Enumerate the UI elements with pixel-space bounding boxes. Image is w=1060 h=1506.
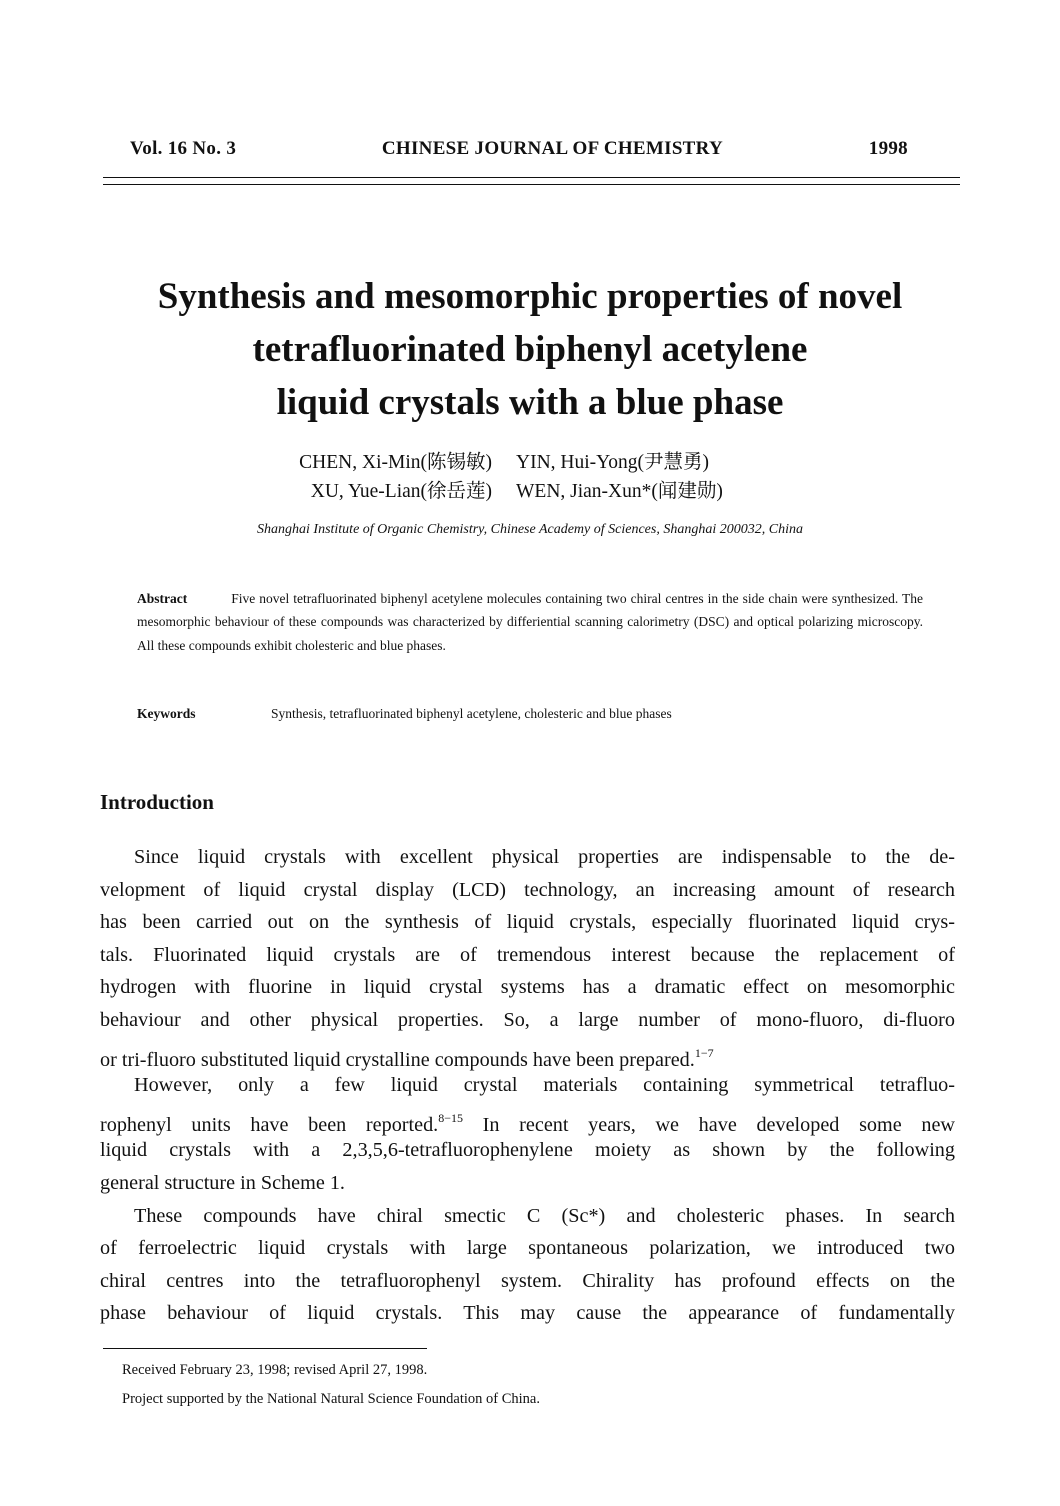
reference-superscript: 8−15 (438, 1110, 464, 1125)
body-line: Since liquid crystals with excellent physical properties are indispensable to the de- (134, 846, 955, 868)
journal-name: CHINESE JOURNAL OF CHEMISTRY (381, 138, 724, 159)
footnote: Project supported by the National Natural Science Foundation of China. (122, 1391, 540, 1407)
body-line-text: or tri-fluoro substituted liquid crystalline compounds have been prepared. (100, 1048, 695, 1071)
body-line: velopment of liquid crystal display (LCD) technology, an increasing amount of research (100, 878, 955, 901)
keywords-label: Keywords (137, 706, 196, 721)
body-line: hydrogen with fluorine in liquid crystal systems has a dramatic effect on mesomorphic (100, 976, 955, 999)
abstract-label: Abstract (137, 591, 188, 606)
footnote-rule (103, 1348, 427, 1349)
body-line: behaviour and other physical properties. So, a large number of mono-fluoro, di-fluoro (100, 1008, 955, 1031)
body-line (100, 1102, 955, 1135)
body-line-text: rophenyl units have been reported. (100, 1113, 439, 1136)
affiliation: Shanghai Institute of Organic Chemistry, Chinese Academy of Sciences, Shanghai 200032, China (257, 522, 803, 537)
body-line: chiral centres into the tetrafluorophenyl system. Chirality has profound effects on the (100, 1269, 955, 1292)
body-line: of ferroelectric liquid crystals with large spontaneous polarization, we introduced two (100, 1237, 955, 1260)
keywords (137, 703, 923, 725)
body-line (100, 1037, 955, 1070)
author-name: CHEN, Xi-Min(陈锡敏) (299, 452, 492, 473)
title-line: liquid crystals with a blue phase (276, 382, 784, 423)
title-line: Synthesis and mesomorphic properties of novel (157, 276, 903, 317)
author-name: WEN, Jian-Xun*(闻建勋) (516, 481, 723, 502)
body-line: liquid crystals with a 2,3,5,6-tetrafluorophenylene moiety as shown by the following (100, 1139, 955, 1162)
keywords-text: Synthesis, tetrafluorinated biphenyl acetylene, cholesteric and blue phases (271, 706, 672, 721)
footnotes (122, 1356, 540, 1414)
publication-year: 1998 (868, 138, 908, 159)
body-line: However, only a few liquid crystal materials containing symmetrical tetrafluo- (134, 1074, 955, 1097)
header-double-rule (103, 177, 960, 185)
body-line: general structure in Scheme 1. (100, 1171, 345, 1194)
section-heading: Introduction (100, 790, 214, 814)
volume-issue: Vol. 16 No. 3 (130, 138, 237, 159)
reference-superscript: 1−7 (694, 1045, 714, 1060)
abstract-text: Five novel tetrafluorinated biphenyl acetylene molecules containing two chiral centres in the side chain were synthesized. The mesomorphic behaviour of these compounds was characterized by differiential scanning calorimetry (DSC) and optical polarizing microscopy. All these compounds exhibit cholesteric and blue phases. (137, 591, 923, 653)
abstract (137, 587, 923, 657)
body-line: has been carried out on the synthesis of liquid crystals, especially fluorinated liquid crys- (100, 911, 955, 934)
article-title (60, 270, 1000, 429)
body-line-text: In recent years, we have developed some new (463, 1113, 955, 1136)
introduction-body (100, 841, 955, 1330)
author-name: XU, Yue-Lian(徐岳莲) (310, 481, 492, 502)
body-line: phase behaviour of liquid crystals. This may cause the appearance of fundamentally (100, 1302, 955, 1325)
body-line: tals. Fluorinated liquid crystals are of tremendous interest because the replacement of (100, 943, 955, 966)
footnote: Received February 23, 1998; revised April 27, 1998. (122, 1362, 428, 1378)
author-name: YIN, Hui-Yong(尹慧勇) (516, 452, 710, 473)
author-list (230, 448, 850, 506)
running-head (130, 138, 908, 160)
body-line: These compounds have chiral smectic C (Sc*) and cholesteric phases. In search (134, 1204, 955, 1227)
title-line: tetrafluorinated biphenyl acetylene (252, 329, 808, 370)
